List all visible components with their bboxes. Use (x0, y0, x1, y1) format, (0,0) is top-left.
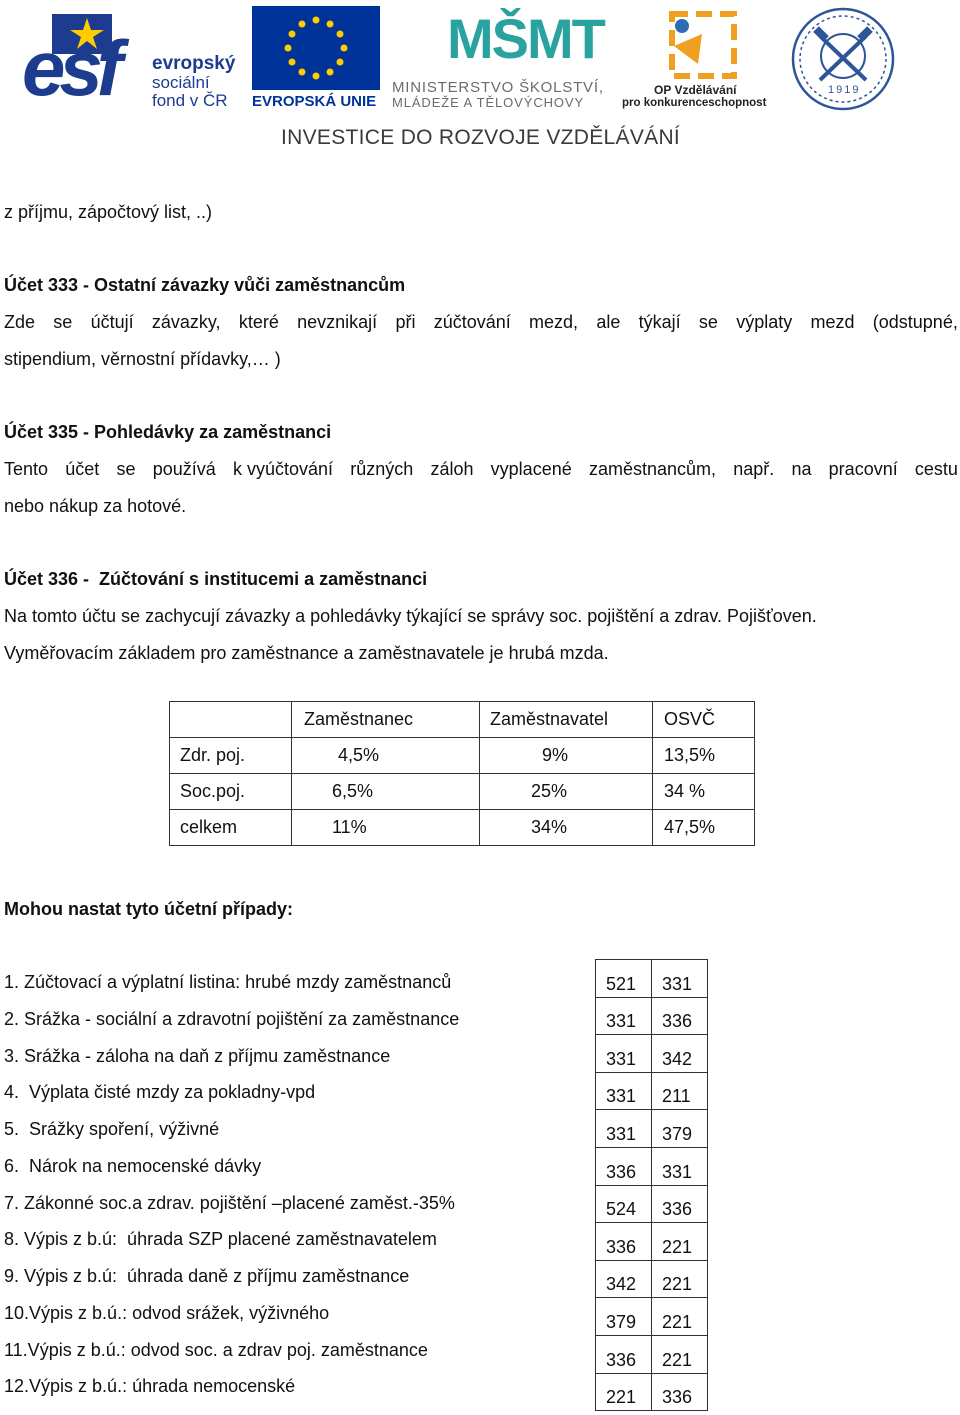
list-item: 12.Výpis z b.ú.: úhrada nemocenské (4, 1376, 296, 1396)
word: týkají (638, 312, 681, 332)
esf-logo (22, 6, 247, 111)
investice-banner: INVESTICE DO ROZVOJE VZDĚLÁVÁNÍ (281, 126, 681, 149)
list-item: 3. Srážka - záloha na daň z příjmu zaměstnance (4, 1046, 391, 1066)
table-row (596, 1223, 708, 1261)
esf-text-1: evropský (152, 53, 236, 74)
word: účet (65, 459, 100, 479)
cell-value: 6,5% (332, 781, 374, 801)
cell-value: 336 (662, 1387, 693, 1408)
debit-cell (596, 1185, 652, 1223)
table-row (596, 1335, 708, 1373)
credit-cell (652, 1298, 708, 1336)
debit-cell (596, 1298, 652, 1336)
debit-cell (596, 997, 652, 1035)
cell-value: 379 (606, 1311, 637, 1332)
cell-value: 221 (662, 1349, 693, 1370)
debit-cell (596, 1260, 652, 1298)
table-row (596, 1373, 708, 1411)
cell-value: 336 (606, 1161, 637, 1182)
intro-line: z příjmu, zápočtový list, ..) (4, 202, 213, 222)
cell-value: 342 (662, 1048, 693, 1069)
header-cell (480, 702, 653, 738)
cell-value: 331 (662, 973, 693, 994)
list-item: 5. Srážky spoření, výživné (4, 1119, 220, 1139)
s333-line1 (4, 311, 958, 333)
header-label: Zaměstnanec (304, 709, 414, 729)
table-cell (653, 810, 755, 846)
table-cell (480, 774, 653, 810)
table-row (170, 738, 755, 774)
cell-value: 221 (662, 1274, 693, 1295)
cell-value: 34% (531, 817, 568, 837)
list-item: 2. Srážka - sociální a zdravotní pojištění za zaměstnance (4, 1009, 460, 1029)
header-cell (170, 702, 292, 738)
list-item: 9. Výpis z b.ú: úhrada daně z příjmu zaměstnance (4, 1266, 410, 1286)
list-item: 8. Výpis z b.ú: úhrada SZP placené zaměstnavatelem (4, 1229, 437, 1249)
word: pracovní (828, 459, 898, 479)
s336-title: Účet 336 - Zúčtování s institucemi a zaměstnanci (4, 569, 428, 589)
word: např. (733, 459, 775, 479)
table-header-row (170, 702, 755, 738)
accounts-table (595, 959, 708, 1411)
op-text-2: pro konkurenceschopnost (622, 97, 767, 109)
cell-value: 524 (606, 1199, 637, 1220)
msmt-text-2: MLÁDEŽE A TĚLOVÝCHOVY (392, 95, 585, 110)
word: mezd (810, 312, 855, 332)
header-cell (292, 702, 480, 738)
row-label: Zdr. poj. (170, 738, 292, 774)
cell-value: 331 (606, 1123, 637, 1144)
list-item: 1. Zúčtovací a výplatní listina: hrubé mzdy zaměstnanců (4, 972, 452, 992)
word: používá (152, 459, 216, 479)
cell-value: 342 (606, 1274, 637, 1295)
cell-value: 25% (531, 781, 568, 801)
word: Tento (4, 459, 49, 479)
contribution-table (169, 701, 755, 846)
credit-cell (652, 1260, 708, 1298)
cell-value: 379 (662, 1123, 693, 1144)
op-logo (622, 4, 772, 112)
cell-value: 336 (662, 1011, 693, 1032)
debit-cell (596, 1035, 652, 1073)
list-item: 10.Výpis z b.ú.: odvod srážek, výživného (4, 1303, 330, 1323)
table-row (596, 960, 708, 998)
cell-value: 331 (662, 1161, 693, 1182)
s333-title: Účet 333 - Ostatní závazky vůči zaměstnancům (4, 275, 406, 295)
word: zaměstnancům, (588, 459, 716, 479)
cell-value: 34 % (664, 781, 706, 801)
list-item: 4. Výplata čisté mzdy za pokladny-vpd (4, 1082, 316, 1102)
table-cell (292, 810, 480, 846)
debit-cell (596, 1223, 652, 1261)
msmt-text-1: MINISTERSTVO ŠKOLSTVÍ, (392, 79, 604, 96)
s333-line2: stipendium, věrnostní přídavky,… ) (4, 349, 281, 369)
word: účtují (90, 312, 134, 332)
eu-text: EVROPSKÁ UNIE (252, 93, 377, 110)
cases-title: Mohou nastat tyto účetní případy: (4, 899, 294, 919)
debit-cell (596, 1072, 652, 1110)
cell-value: 211 (662, 1086, 691, 1107)
eu-logo (252, 6, 382, 111)
row-label: celkem (170, 810, 292, 846)
table-cell (292, 774, 480, 810)
table-cell (480, 810, 653, 846)
table-row (170, 774, 755, 810)
credit-cell (652, 997, 708, 1035)
word: se (698, 312, 718, 332)
word: vyplacené (490, 459, 572, 479)
word: zúčtování (433, 312, 511, 332)
cell-value: 9% (542, 745, 569, 765)
cell-value: 336 (606, 1236, 637, 1257)
word: záloh (430, 459, 474, 479)
word: ale (596, 312, 621, 332)
word: na (791, 459, 812, 479)
word: cestu (914, 459, 958, 479)
word: nevznikají (297, 312, 378, 332)
cell-value: 336 (606, 1349, 637, 1370)
table-cell (653, 774, 755, 810)
seal-emblem-icon (790, 6, 896, 112)
word: při (395, 312, 416, 332)
table-row (596, 997, 708, 1035)
cell-value: 331 (606, 1048, 637, 1069)
credit-cell (652, 960, 708, 998)
s335-line2: nebo nákup za hotové. (4, 496, 187, 516)
debit-cell (596, 1147, 652, 1185)
table-row (596, 1185, 708, 1223)
credit-cell (652, 1110, 708, 1148)
debit-cell (596, 1335, 652, 1373)
word: se (116, 459, 136, 479)
credit-cell (652, 1035, 708, 1073)
table-row (596, 1260, 708, 1298)
header-cell (653, 702, 755, 738)
esf-mark: esf (22, 24, 117, 112)
word: Zde (4, 312, 36, 332)
cell-value: 4,5% (338, 745, 380, 765)
header-label: Zaměstnavatel (490, 709, 609, 729)
table-row (596, 1147, 708, 1185)
school-seal (790, 6, 896, 112)
table-row (170, 810, 755, 846)
word: závazky, (151, 312, 221, 332)
seal-year: 1919 (828, 84, 861, 96)
cell-value: 11% (332, 817, 367, 837)
cell-value: 336 (662, 1199, 693, 1220)
cell-value: 13,5% (664, 745, 716, 765)
msmt-mark: MŠMT (447, 7, 604, 70)
table-cell (292, 738, 480, 774)
word: výplaty (736, 312, 793, 332)
credit-cell (652, 1335, 708, 1373)
word: různých (350, 459, 414, 479)
word: se (53, 312, 73, 332)
credit-cell (652, 1147, 708, 1185)
cell-value: 331 (606, 1011, 637, 1032)
credit-cell (652, 1373, 708, 1411)
cell-value: 521 (606, 973, 637, 994)
list-item: 6. Nárok na nemocenské dávky (4, 1156, 262, 1176)
s335-title: Účet 335 - Pohledávky za zaměstnanci (4, 422, 332, 442)
list-item: 11.Výpis z b.ú.: odvod soc. a zdrav poj. zaměstnance (4, 1340, 428, 1360)
esf-text-2: sociální (152, 73, 210, 92)
cell-value: 221 (662, 1236, 693, 1257)
header-label: OSVČ (664, 709, 716, 729)
credit-cell (652, 1072, 708, 1110)
table-cell (480, 738, 653, 774)
op-figure-icon (652, 6, 742, 82)
table-row (596, 1110, 708, 1148)
msmt-logo (392, 4, 617, 112)
list-item: 7. Zákonné soc.a zdrav. pojištění –placené zaměst.-35% (4, 1193, 455, 1213)
esf-text-3: fond v ČR (152, 91, 228, 110)
s336-line2: Vyměřovacím základem pro zaměstnance a zaměstnavatele je hrubá mzda. (4, 643, 609, 663)
table-row (596, 1298, 708, 1336)
credit-cell (652, 1185, 708, 1223)
word: mezd, (529, 312, 579, 332)
debit-cell (596, 1110, 652, 1148)
table-cell (653, 738, 755, 774)
cell-value: 221 (662, 1311, 693, 1332)
cell-value: 331 (606, 1086, 637, 1107)
debit-cell (596, 1373, 652, 1411)
table-row (596, 1072, 708, 1110)
word: které (238, 312, 279, 332)
row-label: Soc.poj. (170, 774, 292, 810)
word: k vyúčtování (232, 459, 333, 479)
s335-line1 (4, 458, 958, 480)
eu-flag-icon (252, 6, 380, 90)
table-row (596, 1035, 708, 1073)
debit-cell (596, 960, 652, 998)
cell-value: 47,5% (664, 817, 716, 837)
op-text-1: OP Vzdělávání (654, 83, 737, 97)
word: (odstupné, (872, 312, 958, 332)
s336-line1: Na tomto účtu se zachycují závazky a pohledávky týkající se správy soc. pojištění a zdrav. Pojišťoven. (4, 606, 817, 626)
cell-value: 221 (606, 1387, 637, 1408)
credit-cell (652, 1223, 708, 1261)
